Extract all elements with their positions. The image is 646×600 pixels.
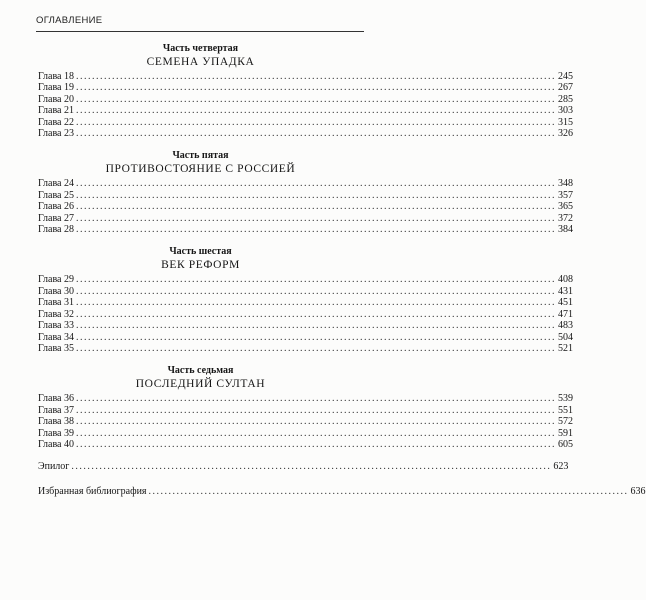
chapter-label: Глава 30 (38, 285, 74, 297)
chapter-label: Глава 23 (38, 128, 74, 140)
part-label: Часть седьмая (167, 365, 234, 377)
chapter-label: Глава 24 (38, 178, 74, 190)
chapter-page-number: 521 (558, 342, 573, 354)
chapter-entry[interactable] (38, 82, 573, 94)
chapter-entry[interactable] (38, 178, 573, 190)
chapter-label: Глава 19 (38, 82, 74, 94)
chapter-page-number: 572 (558, 416, 573, 428)
chapter-entry[interactable] (38, 404, 573, 416)
chapter-page-number: 315 (558, 116, 573, 128)
dot-leader: ........................................................................................................................ (76, 320, 556, 332)
header-rule (36, 31, 364, 32)
chapter-label: Глава 25 (38, 189, 74, 201)
chapter-page-number: 483 (558, 320, 573, 332)
chapter-label: Глава 20 (38, 93, 74, 105)
chapter-entry[interactable] (38, 393, 573, 405)
chapter-entry[interactable] (38, 71, 573, 82)
chapter-label: Глава 21 (38, 105, 74, 117)
epilogue-entry[interactable] (38, 461, 569, 473)
chapter-entry[interactable] (38, 438, 573, 450)
dot-leader: ........................................................................................................................ (76, 128, 556, 140)
toc-part-section (38, 150, 573, 236)
chapter-entry[interactable] (38, 93, 573, 105)
dot-leader: ........................................................................................................................ (76, 189, 556, 201)
dot-leader: ........................................................................................................................ (76, 297, 556, 309)
part-label: Часть шестая (169, 246, 232, 258)
chapter-label: Глава 22 (38, 116, 74, 128)
chapter-label: Глава 32 (38, 308, 74, 320)
dot-leader: ........................................................................................................................ (76, 212, 556, 224)
chapter-label: Глава 29 (38, 274, 74, 286)
chapter-entry[interactable] (38, 212, 573, 224)
toc-extras (38, 461, 646, 498)
chapter-label: Глава 37 (38, 404, 74, 416)
chapter-page-number: 431 (558, 285, 573, 297)
chapter-entry[interactable] (38, 201, 573, 213)
chapter-list (38, 178, 573, 236)
chapter-page-number: 245 (558, 71, 573, 82)
entry-page-number: 636 (630, 486, 646, 498)
chapter-label: Глава 35 (38, 342, 74, 354)
chapter-page-number: 551 (558, 404, 573, 416)
chapter-list (38, 393, 573, 450)
chapter-page-number: 348 (558, 178, 573, 190)
chapter-page-number: 267 (558, 82, 573, 94)
chapter-label: Глава 26 (38, 201, 74, 213)
chapter-entry[interactable] (38, 105, 573, 117)
dot-leader: ........................................................................................................................ (71, 461, 552, 473)
chapter-entry[interactable] (38, 297, 573, 309)
chapter-entry[interactable] (38, 308, 573, 320)
dot-leader: ........................................................................................................................ (76, 105, 556, 117)
entry-page-number: 623 (553, 461, 569, 473)
dot-leader: ........................................................................................................................ (76, 393, 556, 405)
chapter-label: Глава 36 (38, 393, 74, 405)
part-title: ПОСЛЕДНИЙ СУЛТАН (135, 378, 266, 391)
dot-leader: ........................................................................................................................ (76, 82, 556, 94)
chapter-page-number: 471 (558, 308, 573, 320)
dot-leader: ........................................................................................................................ (148, 486, 629, 498)
chapter-label: Глава 34 (38, 331, 74, 343)
chapter-page-number: 357 (558, 189, 573, 201)
chapter-entry[interactable] (38, 128, 573, 140)
dot-leader: ........................................................................................................................ (76, 331, 556, 343)
chapter-page-number: 591 (558, 427, 573, 439)
chapter-entry[interactable] (38, 274, 573, 286)
chapter-page-number: 365 (558, 201, 573, 213)
dot-leader: ........................................................................................................................ (76, 274, 556, 286)
bibliography-entry[interactable] (38, 486, 646, 498)
part-label: Часть пятая (172, 150, 229, 162)
toc-part-section (38, 365, 573, 450)
toc-part-section (38, 246, 573, 354)
chapter-list (38, 274, 573, 354)
part-label: Часть четвертая (162, 43, 239, 54)
chapter-page-number: 451 (558, 297, 573, 309)
toc-content (38, 43, 646, 511)
chapter-page-number: 605 (558, 438, 573, 450)
chapter-label: Глава 18 (38, 71, 74, 82)
dot-leader: ........................................................................................................................ (76, 71, 556, 82)
chapter-label: Глава 31 (38, 297, 74, 309)
dot-leader: ........................................................................................................................ (76, 178, 556, 190)
dot-leader: ........................................................................................................................ (76, 427, 556, 439)
part-title: ВЕК РЕФОРМ (161, 259, 240, 272)
chapter-label: Глава 38 (38, 416, 74, 428)
entry-label: Эпилог (38, 461, 70, 473)
chapter-list (38, 71, 573, 140)
chapter-entry[interactable] (38, 285, 573, 297)
chapter-page-number: 372 (558, 212, 573, 224)
chapter-entry[interactable] (38, 416, 573, 428)
running-head: ОГЛАВЛЕНИЕ (36, 15, 103, 26)
chapter-entry[interactable] (38, 331, 573, 343)
dot-leader: ........................................................................................................................ (76, 224, 556, 236)
chapter-label: Глава 40 (38, 438, 74, 450)
chapter-label: Глава 28 (38, 224, 74, 236)
chapter-entry[interactable] (38, 224, 573, 236)
toc-parts (38, 43, 573, 450)
chapter-page-number: 303 (558, 105, 573, 117)
part-title: СЕМЕНА УПАДКА (146, 56, 255, 68)
dot-leader: ........................................................................................................................ (76, 285, 556, 297)
dot-leader: ........................................................................................................................ (76, 404, 556, 416)
chapter-page-number: 539 (558, 393, 573, 405)
chapter-label: Глава 39 (38, 427, 74, 439)
chapter-entry[interactable] (38, 342, 573, 354)
entry-label: Избранная библиография (38, 486, 147, 498)
chapter-entry[interactable] (38, 320, 573, 332)
chapter-page-number: 504 (558, 331, 573, 343)
chapter-entry[interactable] (38, 189, 573, 201)
dot-leader: ........................................................................................................................ (76, 308, 556, 320)
chapter-entry[interactable] (38, 427, 573, 439)
dot-leader: ........................................................................................................................ (76, 416, 556, 428)
dot-leader: ........................................................................................................................ (76, 93, 556, 105)
dot-leader: ........................................................................................................................ (76, 201, 556, 213)
dot-leader: ........................................................................................................................ (76, 342, 556, 354)
chapter-label: Глава 33 (38, 320, 74, 332)
part-title: ПРОТИВОСТОЯНИЕ С РОССИЕЙ (105, 163, 296, 176)
chapter-page-number: 408 (558, 274, 573, 286)
chapter-page-number: 384 (558, 224, 573, 236)
chapter-page-number: 285 (558, 93, 573, 105)
chapter-entry[interactable] (38, 116, 573, 128)
dot-leader: ........................................................................................................................ (76, 116, 556, 128)
dot-leader: ........................................................................................................................ (76, 438, 556, 450)
toc-part-section (38, 43, 573, 140)
chapter-label: Глава 27 (38, 212, 74, 224)
chapter-page-number: 326 (558, 128, 573, 140)
